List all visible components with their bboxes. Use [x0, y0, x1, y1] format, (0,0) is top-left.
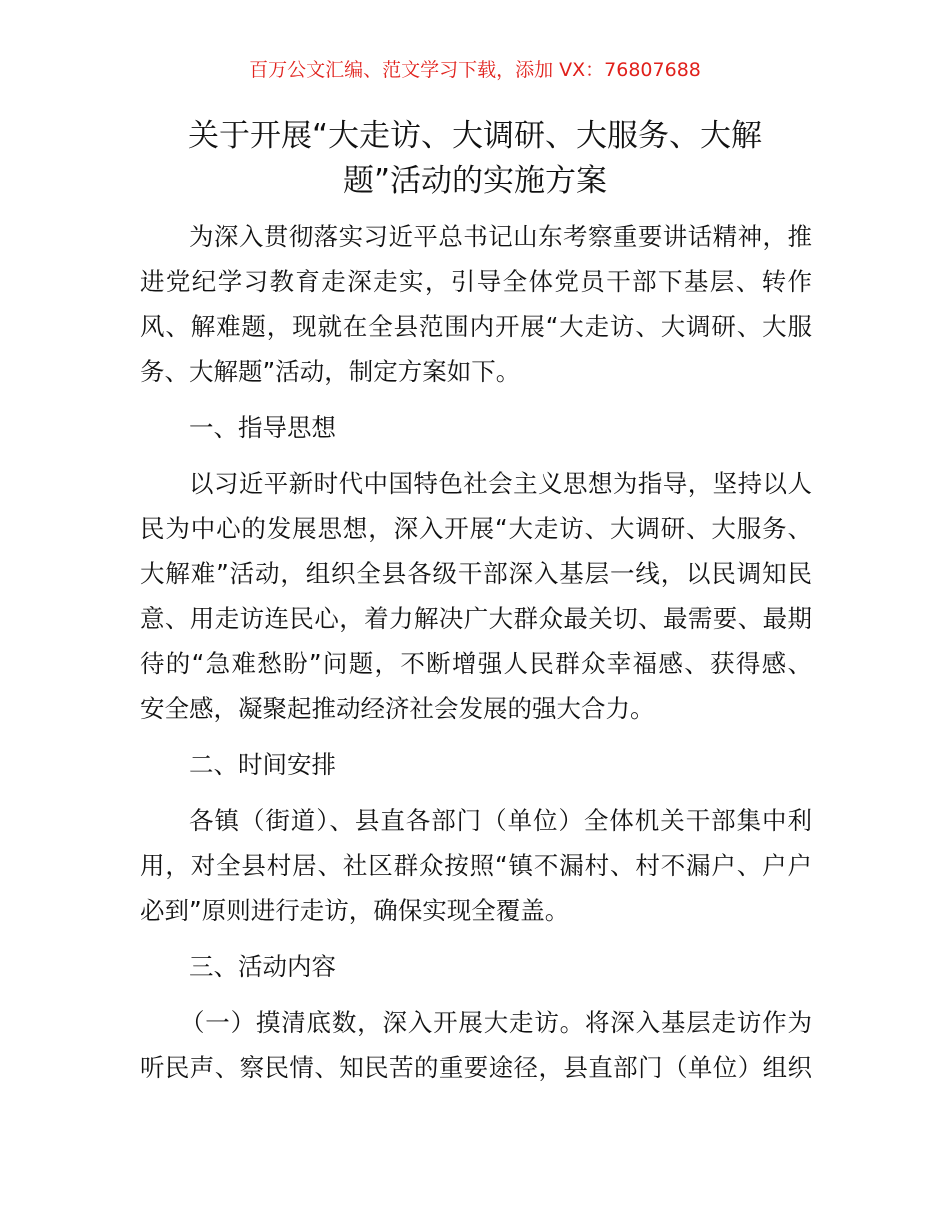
paragraph-line: 各镇（街道）、县直各部门（单位）全体机关干部集中利 — [189, 806, 812, 835]
paragraph-line: 用，对全县村居、社区群众按照“镇不漏村、村不漏户、户户 — [140, 851, 812, 880]
paragraph-line: 进党纪学习教育走深走实，引导全体党员干部下基层、转作 — [140, 267, 812, 296]
section-heading-text: 一、指导思想 — [189, 413, 336, 442]
section-1-paragraph — [140, 461, 812, 731]
section-3-paragraph — [140, 1000, 812, 1090]
watermark-banner: 百万公文汇编、范文学习下载，添加 VX：76807688 — [249, 59, 701, 81]
paragraph-line: 待的“急难愁盼”问题，不断增强人民群众幸福感、获得感、 — [140, 649, 812, 678]
section-heading-text: 二、时间安排 — [189, 750, 336, 779]
paragraph-line: 必到”原则进行走访，确保实现全覆盖。 — [140, 896, 570, 925]
paragraph-line: 为深入贯彻落实习近平总书记山东考察重要讲话精神，推 — [189, 222, 812, 251]
paragraph-line: （一）摸清底数，深入开展大走访。将深入基层走访作为 — [180, 1008, 812, 1037]
paragraph-line: 安全感，凝聚起推动经济社会发展的强大合力。 — [140, 694, 655, 723]
document-title — [140, 114, 810, 204]
title-line-1: 关于开展“大走访、大调研、大服务、大解 — [187, 118, 763, 154]
section-heading-1 — [140, 405, 812, 450]
section-2-paragraph — [140, 798, 812, 933]
paragraph-line: 风、解难题，现就在全县范围内开展“大走访、大调研、大服 — [140, 312, 812, 341]
document-body — [140, 214, 812, 1101]
paragraph-line: 以习近平新时代中国特色社会主义思想为指导，坚持以人 — [189, 469, 812, 498]
section-heading-2 — [140, 742, 812, 787]
paragraph-line: 听民声、察民情、知民苦的重要途径，县直部门（单位）组织 — [140, 1053, 812, 1082]
paragraph-line: 务、大解题”活动，制定方案如下。 — [140, 357, 521, 386]
paragraph-line: 民为中心的发展思想，深入开展“大走访、大调研、大服务、 — [140, 514, 812, 543]
section-heading-text: 三、活动内容 — [189, 952, 336, 981]
paragraph-line: 意、用走访连民心，着力解决广大群众最关切、最需要、最期 — [140, 604, 812, 633]
paragraph-line: 大解难”活动，组织全县各级干部深入基层一线，以民调知民 — [140, 559, 812, 588]
title-line-2: 题”活动的实施方案 — [342, 163, 608, 199]
intro-paragraph — [140, 214, 812, 394]
section-heading-3 — [140, 944, 812, 989]
